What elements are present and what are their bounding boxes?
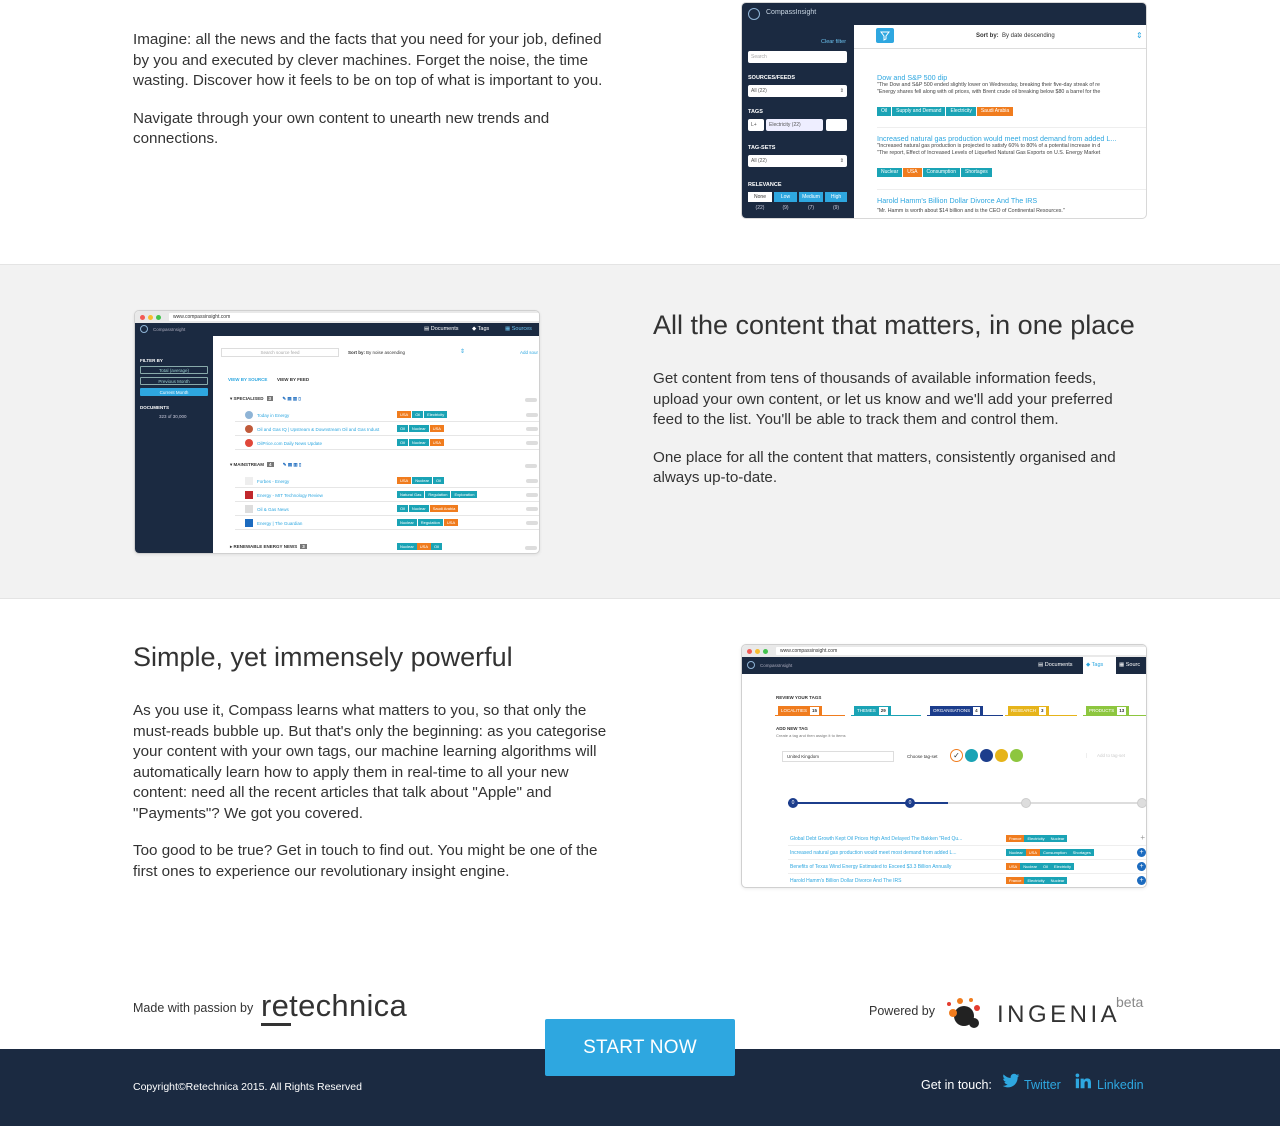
article-excerpt: "Mr. Hamm is worth about $14 billion and is the CEO of Continental Resources." <box>877 208 1065 214</box>
clear-filter-link[interactable]: Clear filter <box>821 39 847 45</box>
tag[interactable]: USA <box>903 168 921 177</box>
content-heading: All the content that matters, in one place <box>653 310 1135 340</box>
plus-icon[interactable]: + <box>1137 862 1146 871</box>
retechnica-underline <box>261 1023 291 1026</box>
source-row[interactable] <box>235 517 540 530</box>
powerful-text <box>133 641 623 899</box>
tags-value[interactable]: Electricity (22) <box>766 119 823 131</box>
chevron-updown-icon: ⇕ <box>1136 31 1143 40</box>
close-dot-icon <box>140 315 145 320</box>
tab-label: Documents <box>430 326 459 332</box>
divider <box>877 127 1147 128</box>
group-toggle[interactable] <box>525 398 537 402</box>
filter-previous-month-button[interactable]: Previous Month <box>140 377 208 385</box>
group-count: 3 <box>268 396 272 401</box>
tag[interactable]: Electricity <box>946 107 975 116</box>
tags-operator[interactable]: L+ <box>748 119 764 131</box>
powerful-heading: Simple, yet immensely powerful <box>133 642 513 672</box>
edit-icons[interactable]: ✎ ▤ ▥ ▯ <box>282 396 301 401</box>
tag[interactable]: Saudi Arabia <box>977 107 1013 116</box>
group-name: RENEWABLE ENERGY NEWS <box>233 544 298 549</box>
color-option-white[interactable]: ✓ <box>950 749 963 762</box>
add-tag-hint: Create a tag and then assign it to items <box>776 733 846 738</box>
tag[interactable]: Nuclear <box>877 168 902 177</box>
category-label <box>1008 706 1049 716</box>
tag: USA <box>444 519 458 526</box>
tag: Shortages <box>1070 849 1094 856</box>
app-brand: CompassInsight <box>153 327 186 332</box>
tag: Nuclear <box>397 543 417 550</box>
tag: Oil <box>431 543 442 550</box>
category-localities[interactable] <box>775 706 845 716</box>
tag: Oil <box>397 425 408 432</box>
group-count: 4 <box>269 462 272 467</box>
source-icon <box>245 477 253 485</box>
tag: Nuclear <box>1020 863 1040 870</box>
article-excerpt: "Energy shares fell along with oil prices, with Brent crude oil breaking below $80 a barrel for the <box>877 89 1101 95</box>
color-option-yellow[interactable] <box>995 749 1008 762</box>
source-tags <box>397 505 459 512</box>
documents-label: DOCUMENTS <box>140 405 169 410</box>
divider <box>854 48 1147 49</box>
source-name[interactable]: Today in Energy <box>257 413 290 418</box>
category-count: 4 <box>975 708 978 713</box>
tab-label: Sourc <box>1125 662 1141 668</box>
tag: USA <box>397 477 411 484</box>
article-excerpt: "The Dow and S&P 500 ended slightly lower on Wednesday, breaking their five-day streak of re <box>877 82 1101 88</box>
tab-label: Tags <box>1091 662 1104 668</box>
category-name: THEMES <box>857 708 876 713</box>
sort-label: Sort by: <box>976 33 999 39</box>
source-name[interactable]: Oil & Gas News <box>257 507 289 512</box>
chevron-updown-icon: ⇕ <box>460 349 466 355</box>
source-toggle[interactable] <box>526 521 538 525</box>
twitter-link[interactable]: Twitter <box>1024 1078 1061 1092</box>
source-row[interactable] <box>235 409 540 422</box>
tag: Nuclear <box>409 425 429 432</box>
tab-sources[interactable] <box>1119 662 1140 668</box>
step-2[interactable]: 0 <box>905 798 915 808</box>
tag-item-row[interactable] <box>788 860 1147 874</box>
chevron-updown-icon: ⇕ <box>839 158 844 164</box>
filter-button[interactable] <box>876 28 894 43</box>
tag: Oil <box>412 411 423 418</box>
tag: Nuclear <box>412 477 432 484</box>
app-brand: CompassInsight <box>766 9 817 16</box>
source-tags <box>397 491 478 498</box>
plus-icon[interactable]: + <box>1140 833 1145 842</box>
app-brand: CompassInsight <box>760 663 793 668</box>
category-count: 29 <box>880 708 886 713</box>
filter-by-label: FILTER BY <box>140 358 163 363</box>
item-title[interactable]: Increased natural gas production would meet most demand from added L... <box>790 850 957 856</box>
relevance-none-button[interactable]: None <box>748 192 772 202</box>
category-count: 15 <box>812 708 818 713</box>
source-icon <box>245 411 253 419</box>
powerful-paragraph-2: Too good to be true? Get in touch to find out. You might be one of the first ones to experience our revolutionary insight engine. <box>133 842 598 880</box>
tags-add[interactable] <box>826 119 847 131</box>
screenshot-tags <box>741 644 1147 888</box>
article-title[interactable]: Increased natural gas production would meet most demand from added L... <box>877 134 1117 143</box>
tag-icon: ◆ <box>1086 662 1092 668</box>
tag: Exploration <box>451 491 477 498</box>
step-3[interactable] <box>1021 798 1031 808</box>
tag: Nuclear <box>1048 877 1068 884</box>
add-source-link[interactable]: Add sour <box>520 350 539 355</box>
sort-select[interactable]: By noise ascending <box>366 350 406 355</box>
tag: Regulation <box>425 491 450 498</box>
source-name[interactable]: Energy - MIT Technology Review <box>257 493 323 498</box>
documents-count: 323 of 30,000 <box>159 414 187 419</box>
category-label <box>854 706 891 716</box>
tag: Nuclear <box>1006 849 1026 856</box>
article-3[interactable] <box>877 196 1147 215</box>
source-icon <box>245 439 253 447</box>
beta-label: beta <box>1116 994 1144 1010</box>
intro-text <box>133 30 618 167</box>
sources-icon: ▦ <box>505 326 512 332</box>
source-name[interactable]: Oil and Gas IQ | Upstream & Downstream Oil and Gas Indust <box>257 427 380 432</box>
choose-tagset-label: Choose tag-set <box>907 754 938 759</box>
source-toggle[interactable] <box>526 507 538 511</box>
address-bar[interactable]: www.compassinsight.com <box>169 313 540 321</box>
category-name: ORGANISATIONS <box>933 708 971 713</box>
tag-item-row[interactable] <box>788 832 1147 846</box>
get-in-touch-label: Get in touch: <box>921 1078 992 1092</box>
powerful-paragraph-1: As you use it, Compass learns what matters to you, so that only the must-reads bubble up. But that's only the beginning: as you categorise your content with your own tags, our machine learning algorithms will automatically learn how to apply them in real-time to all your new content: need all the recent articles that talk about "Apple" and "Payments"? We got you covered. <box>133 702 607 822</box>
compass-logo-icon <box>747 661 755 669</box>
filter-sidebar <box>135 336 213 553</box>
tag: Nuclear <box>397 519 417 526</box>
tag[interactable]: Consumption <box>923 168 960 177</box>
color-option-teal[interactable] <box>965 749 978 762</box>
group-count: 3 <box>302 544 305 549</box>
tag-item-row[interactable] <box>788 874 1147 888</box>
tag-name-input[interactable]: United Kingdom <box>782 751 894 762</box>
plus-icon[interactable]: + <box>1137 848 1146 857</box>
tagsets-value: All (22) <box>751 158 767 164</box>
plus-icon[interactable]: + <box>1137 876 1146 885</box>
powered-by-label: Powered by <box>869 1004 936 1018</box>
article-2[interactable] <box>877 134 1147 175</box>
screenshot-documents <box>741 2 1147 219</box>
view-by-feed-tab[interactable]: VIEW BY FEED <box>277 377 310 382</box>
item-tags <box>1006 835 1067 842</box>
browser-chrome <box>135 311 539 323</box>
ingenia-logo-icon <box>944 994 988 1030</box>
source-row[interactable] <box>235 503 540 516</box>
tag: Nuclear <box>409 439 429 446</box>
tab-tags[interactable] <box>472 326 489 332</box>
tag: Nuclear <box>1048 835 1068 842</box>
item-title[interactable]: Harold Hamm's Billion Dollar Divorce And The IRS <box>790 878 902 884</box>
sources-value: All (22) <box>751 88 767 94</box>
tag: Oil <box>397 439 408 446</box>
source-icon <box>245 491 253 499</box>
relevance-low-count: (9) <box>782 205 789 211</box>
tag: Consumption <box>1040 849 1070 856</box>
tag: Oil <box>433 477 444 484</box>
screenshot-sources <box>134 310 540 554</box>
article-title[interactable]: Harold Hamm's Billion Dollar Divorce And The IRS <box>877 196 1038 205</box>
article-excerpt: "The report, Effect of Increased Levels of Liquefied Natural Gas Exports on U.S. Energy Market <box>877 150 1101 156</box>
section-powerful <box>0 599 1280 979</box>
made-with-label: Made with passion by <box>133 1001 254 1015</box>
source-icon <box>245 519 253 527</box>
tag: USA <box>1006 863 1020 870</box>
source-tags <box>397 411 448 418</box>
category-label <box>1086 706 1129 716</box>
document-icon: ▤ <box>424 326 431 332</box>
group-name: SPECIALISED <box>233 396 264 401</box>
article-1[interactable] <box>877 73 1147 114</box>
group-header-renewable[interactable]: ▸ RENEWABLE ENERGY NEWS 3 <box>230 544 305 549</box>
tag: USA <box>430 439 444 446</box>
intro-paragraph-1: Imagine: all the news and the facts that you need for your job, defined by you and executed by clever machines. Forget the noise, the time wasting. Discover how it feels to be on top of what is important to you. <box>133 31 603 89</box>
step-1[interactable]: 0 <box>788 798 798 808</box>
color-option-navy[interactable] <box>980 749 993 762</box>
tab-documents[interactable] <box>1038 662 1073 668</box>
search-source-input[interactable]: Search source feed <box>221 348 339 357</box>
sources-select[interactable] <box>748 85 847 97</box>
step-4[interactable] <box>1137 798 1147 808</box>
tab-label: Tags <box>477 326 490 332</box>
source-name[interactable]: Energy | The Guardian <box>257 521 303 526</box>
section-content <box>0 264 1280 599</box>
category-research[interactable] <box>1005 706 1077 716</box>
tab-label: Documents <box>1044 662 1073 668</box>
tag: USA <box>397 411 411 418</box>
source-tags <box>397 543 442 550</box>
source-toggle[interactable] <box>526 441 538 445</box>
linkedin-icon[interactable] <box>1074 1073 1092 1089</box>
group-toggle[interactable] <box>525 464 537 468</box>
tag: USA <box>1026 849 1040 856</box>
category-label <box>930 706 983 716</box>
item-title[interactable]: Global Debt Growth Kept Oil Prices High And Delayed The Bakken "Red Qu... <box>790 836 963 842</box>
relevance-medium-count: (7) <box>807 205 815 211</box>
twitter-icon[interactable] <box>1002 1073 1020 1089</box>
tagsets-select[interactable] <box>748 155 847 167</box>
tag[interactable]: Shortages <box>961 168 992 177</box>
address-bar[interactable]: www.compassinsight.com <box>776 647 1147 655</box>
relevance-low-button[interactable]: Low <box>774 192 797 202</box>
group-name: MAINSTREAM <box>233 462 265 467</box>
color-option-green[interactable] <box>1010 749 1023 762</box>
compass-logo-icon <box>748 8 760 20</box>
tag[interactable]: Supply and Demand <box>892 107 945 116</box>
progress-fill <box>788 802 948 804</box>
tag: France <box>1006 877 1024 884</box>
source-row[interactable] <box>235 475 540 488</box>
relevance-label: RELEVANCE <box>748 182 782 188</box>
content-text <box>653 309 1143 506</box>
group-header-specialised[interactable]: ▾ SPECIALISED 3 ✎ ▤ ▥ ▯ <box>230 396 301 401</box>
filter-sidebar <box>742 25 854 219</box>
source-tags <box>397 425 445 432</box>
tag: Electricity <box>1024 877 1047 884</box>
category-label <box>778 706 822 716</box>
item-tags <box>1006 863 1074 870</box>
article-tags <box>877 99 1147 114</box>
category-products[interactable] <box>1083 706 1147 716</box>
article-excerpt: "Increased natural gas production is projected to satisfy 60% to 80% of a potential increase in d <box>877 143 1101 149</box>
source-row[interactable] <box>235 423 540 436</box>
ingenia-wordmark[interactable]: INGENIA <box>997 1001 1121 1028</box>
close-dot-icon <box>747 649 752 654</box>
source-toggle[interactable] <box>526 427 538 431</box>
add-tag-label: ADD NEW TAG <box>776 726 808 731</box>
source-row[interactable] <box>235 437 540 450</box>
category-organisations[interactable] <box>927 706 1003 716</box>
tag: Oil <box>397 505 408 512</box>
tag-icon: ◆ <box>472 326 478 332</box>
source-icon <box>245 505 253 513</box>
tag-item-row[interactable] <box>788 846 1147 860</box>
content-paragraph-1: Get content from tens of thousands of available information feeds, upload your own content, or let us know and we'll add your preferred feed to the list. You'll be able to track them and control them. <box>653 370 1113 428</box>
tab-documents[interactable] <box>424 326 459 332</box>
tags-label: TAGS <box>748 109 763 115</box>
content-paragraph-2: One place for all the content that matters, consistently organised and always up-to-date. <box>653 448 1116 486</box>
minimize-dot-icon <box>148 315 153 320</box>
sort-label: Sort by: <box>348 350 366 355</box>
relevance-high-count: (9) <box>832 205 840 211</box>
source-row[interactable] <box>235 489 540 502</box>
category-name: LOCALITIES <box>781 708 808 713</box>
app-topbar <box>742 657 1146 674</box>
relevance-medium-button[interactable]: Medium <box>799 192 823 202</box>
tag: Electricity <box>1024 835 1047 842</box>
source-toggle[interactable] <box>526 479 538 483</box>
article-tags <box>877 160 1147 175</box>
tab-label: Sources <box>511 326 532 332</box>
category-count: 3 <box>1041 708 1044 713</box>
add-to-tagset-button[interactable]: Add to tag-set <box>1086 753 1146 758</box>
source-name[interactable]: Forbes - Energy <box>257 479 290 484</box>
tagsets-label: TAG-SETS <box>748 145 776 151</box>
app-topbar <box>135 323 539 336</box>
linkedin-link[interactable]: Linkedin <box>1097 1078 1144 1092</box>
relevance-high-button[interactable]: High <box>825 192 847 202</box>
category-name: RESEARCH <box>1011 708 1037 713</box>
item-tags <box>1006 849 1094 856</box>
intro-paragraph-2: Navigate through your own content to unearth new trends and connections. <box>133 109 550 147</box>
chevron-updown-icon: ⇕ <box>839 88 844 94</box>
sort-select[interactable]: By date descending <box>1002 33 1055 39</box>
source-tags <box>397 477 445 484</box>
tag: Electricity <box>1051 863 1074 870</box>
minimize-dot-icon <box>755 649 760 654</box>
tag: France <box>1006 835 1024 842</box>
relevance-none-count: (22) <box>755 205 765 211</box>
tag: Electricity <box>424 411 447 418</box>
edit-icons[interactable]: ✎ ▤ ▥ ▯ <box>282 462 302 467</box>
sources-label: SOURCES/FEEDS <box>748 75 796 81</box>
tag: Oil <box>1040 863 1051 870</box>
tag: Saudi Arabia <box>430 505 459 512</box>
app-topbar <box>742 3 1147 25</box>
source-toggle[interactable] <box>526 493 538 497</box>
source-name[interactable]: OilPrice.com Daily News Update <box>257 441 323 446</box>
review-tags-label: REVIEW YOUR TAGS <box>776 695 822 700</box>
source-icon <box>245 425 253 433</box>
source-tags <box>397 519 459 526</box>
filter-current-month-button[interactable]: Current Month <box>140 388 208 396</box>
browser-chrome <box>742 645 1146 657</box>
tag: Nuclear <box>409 505 429 512</box>
maximize-dot-icon <box>763 649 768 654</box>
view-by-source-tab[interactable]: VIEW BY SOURCE <box>228 377 268 382</box>
item-tags <box>1006 877 1067 884</box>
retechnica-logo[interactable]: retechnica <box>261 988 408 1023</box>
filter-total-button[interactable]: Total (average) <box>140 366 208 374</box>
category-name: PRODUCTS <box>1089 708 1115 713</box>
tag[interactable]: Oil <box>877 107 891 116</box>
tab-sources[interactable] <box>505 326 532 332</box>
tab-tags[interactable] <box>1083 657 1116 674</box>
compass-logo-icon <box>140 325 148 333</box>
document-icon: ▤ <box>1038 662 1045 668</box>
filter-icon <box>876 28 894 43</box>
copyright-text: Copyright©Retechnica 2015. All Rights Reserved <box>133 1081 362 1093</box>
source-tags <box>397 439 445 446</box>
search-input[interactable]: Search <box>748 51 847 63</box>
article-title[interactable]: Dow and S&P 500 dip <box>877 73 948 82</box>
tag: Natural Gas <box>397 491 424 498</box>
group-header-mainstream[interactable]: ▾ MAINSTREAM 4 ✎ ▤ ▥ ▯ <box>230 462 302 467</box>
tag: USA <box>430 425 444 432</box>
source-toggle[interactable] <box>526 413 538 417</box>
sources-icon: ▦ <box>1119 662 1126 668</box>
maximize-dot-icon <box>156 315 161 320</box>
section-intro <box>0 0 1280 264</box>
category-count: 13 <box>1119 708 1125 713</box>
item-title[interactable]: Benefits of Texas Wind Energy Estimated to Exceed $3.3 Billion Annually <box>790 864 952 870</box>
start-now-button[interactable]: START NOW <box>545 1019 735 1076</box>
tag: USA <box>417 543 431 550</box>
divider <box>877 189 1147 190</box>
group-toggle[interactable] <box>525 546 537 550</box>
tag: Regulation <box>418 519 443 526</box>
category-themes[interactable] <box>851 706 921 716</box>
